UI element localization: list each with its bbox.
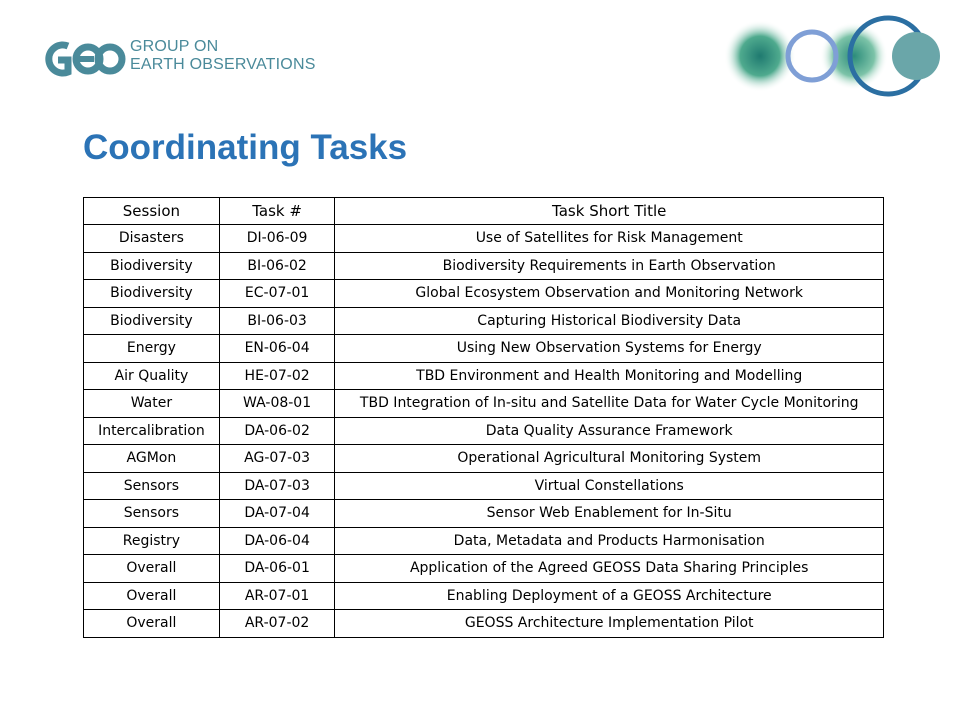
- session-cell: Registry: [84, 527, 220, 555]
- task-title-cell: Capturing Historical Biodiversity Data: [335, 307, 884, 335]
- session-cell: Sensors: [84, 472, 220, 500]
- task-number-cell: WA-08-01: [219, 390, 335, 418]
- task-number-cell: AG-07-03: [219, 445, 335, 473]
- task-title-cell: Use of Satellites for Risk Management: [335, 225, 884, 253]
- task-title-cell: Operational Agricultural Monitoring System: [335, 445, 884, 473]
- session-cell: Disasters: [84, 225, 220, 253]
- task-title-cell: TBD Integration of In-situ and Satellite Data for Water Cycle Monitoring: [335, 390, 884, 418]
- geo-emblem-icon: [720, 10, 950, 102]
- table-row: [84, 472, 884, 500]
- table-row: [84, 390, 884, 418]
- table-row: [84, 225, 884, 253]
- table-row: [84, 500, 884, 528]
- table-header-row: [84, 198, 884, 225]
- session-cell: Sensors: [84, 500, 220, 528]
- session-cell: Overall: [84, 610, 220, 638]
- session-cell: Water: [84, 390, 220, 418]
- task-number-cell: BI-06-03: [219, 307, 335, 335]
- table-row: [84, 252, 884, 280]
- task-title-cell: Data, Metadata and Products Harmonisation: [335, 527, 884, 555]
- session-cell: Biodiversity: [84, 280, 220, 308]
- task-number-cell: DA-06-04: [219, 527, 335, 555]
- task-number-cell: DA-06-01: [219, 555, 335, 583]
- task-number-cell: AR-07-02: [219, 610, 335, 638]
- session-cell: Overall: [84, 555, 220, 583]
- table-row: [84, 362, 884, 390]
- table-row: [84, 280, 884, 308]
- task-title-cell: Enabling Deployment of a GEOSS Architecture: [335, 582, 884, 610]
- geo-logo-mark: [38, 36, 128, 82]
- task-title-cell: Sensor Web Enablement for In-Situ: [335, 500, 884, 528]
- task-number-cell: DA-07-04: [219, 500, 335, 528]
- session-cell: Air Quality: [84, 362, 220, 390]
- table-row: [84, 307, 884, 335]
- task-number-cell: HE-07-02: [219, 362, 335, 390]
- table-row: [84, 335, 884, 363]
- column-header-task-title: Task Short Title: [335, 198, 884, 225]
- task-title-cell: GEOSS Architecture Implementation Pilot: [335, 610, 884, 638]
- session-cell: Biodiversity: [84, 307, 220, 335]
- task-title-cell: Data Quality Assurance Framework: [335, 417, 884, 445]
- column-header-session: Session: [84, 198, 220, 225]
- session-cell: Energy: [84, 335, 220, 363]
- task-number-cell: EN-06-04: [219, 335, 335, 363]
- task-title-cell: TBD Environment and Health Monitoring and Modelling: [335, 362, 884, 390]
- column-header-task-number: Task #: [219, 198, 335, 225]
- table-row: [84, 445, 884, 473]
- session-cell: Intercalibration: [84, 417, 220, 445]
- task-number-cell: BI-06-02: [219, 252, 335, 280]
- table-row: [84, 582, 884, 610]
- task-title-cell: Global Ecosystem Observation and Monitoring Network: [335, 280, 884, 308]
- task-title-cell: Using New Observation Systems for Energy: [335, 335, 884, 363]
- session-cell: Overall: [84, 582, 220, 610]
- session-cell: AGMon: [84, 445, 220, 473]
- org-name-line-1: GROUP ON: [130, 38, 219, 55]
- task-number-cell: DA-06-02: [219, 417, 335, 445]
- task-title-cell: Application of the Agreed GEOSS Data Sharing Principles: [335, 555, 884, 583]
- task-title-cell: Biodiversity Requirements in Earth Observation: [335, 252, 884, 280]
- session-cell: Biodiversity: [84, 252, 220, 280]
- table-row: [84, 417, 884, 445]
- page-title: Coordinating Tasks: [83, 128, 408, 167]
- task-number-cell: EC-07-01: [219, 280, 335, 308]
- task-number-cell: AR-07-01: [219, 582, 335, 610]
- table-row: [84, 555, 884, 583]
- table-row: [84, 527, 884, 555]
- task-title-cell: Virtual Constellations: [335, 472, 884, 500]
- org-name-line-2: EARTH OBSERVATIONS: [130, 56, 316, 73]
- task-number-cell: DI-06-09: [219, 225, 335, 253]
- geo-logo: [38, 36, 318, 82]
- coordinating-tasks-table: [83, 197, 884, 638]
- table-row: [84, 610, 884, 638]
- task-number-cell: DA-07-03: [219, 472, 335, 500]
